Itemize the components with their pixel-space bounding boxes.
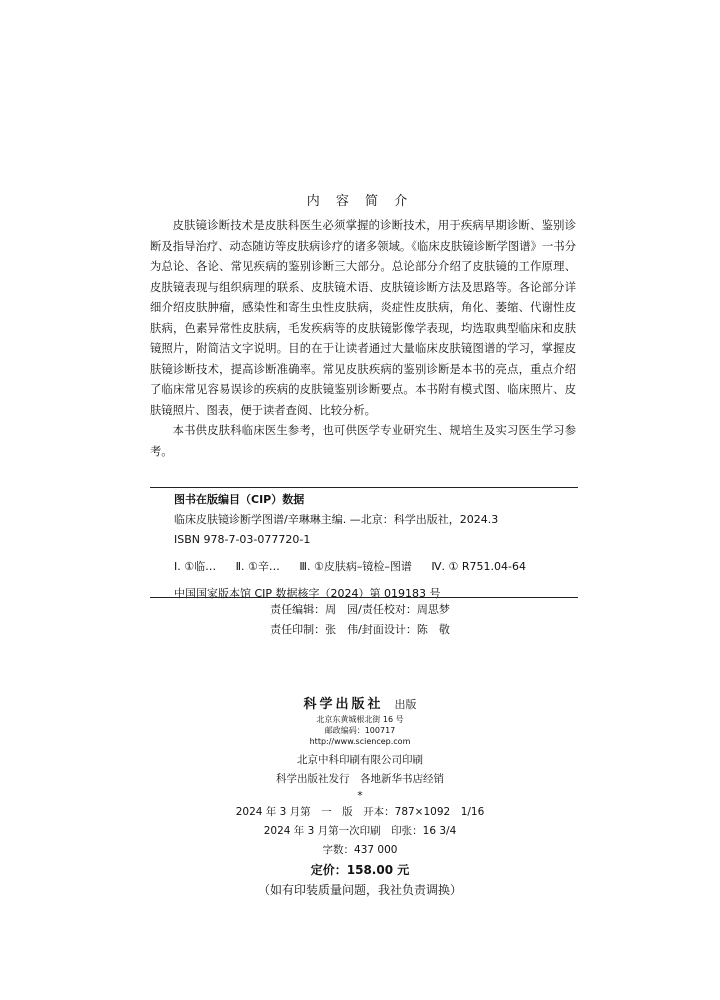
cip-isbn: ISBN 978-7-03-077720-1 (174, 533, 311, 546)
cip-bibliographic-line: 临床皮肤镜诊断学图谱/辛琳琳主编. —北京：科学出版社，2024.3 (174, 513, 499, 526)
publisher-url: http://www.sciencep.com (309, 737, 411, 746)
cip-top-rule (150, 487, 578, 488)
publisher-name: 科学出版社 (303, 697, 384, 712)
publisher-postcode: 邮政编码：100717 (324, 726, 396, 735)
staff-line-2: 责任印制：张 伟/封面设计：陈 敬 (270, 623, 450, 636)
publisher-block (0, 692, 720, 900)
staff-credits (0, 600, 720, 640)
separator-star: * (357, 790, 363, 802)
edition-line: 2024 年 3 月第 一 版 开本：787×1092 1/16 (235, 806, 485, 818)
abstract-paragraph-1: 皮肤镜诊断技术是皮肤科医生必须掌握的诊断技术，用于疾病早期诊断、鉴别诊断及指导治疗、动态随访等皮肤病诊疗的诸多领域。《临床皮肤镜诊断学图谱》一书分为总论、各论、常见疾病的鉴别诊断三大部分。总论部分介绍了皮肤镜的工作原理、皮肤镜表现与组织病理的联系、皮肤镜术语、皮肤镜诊断方法及思路等。各论部分详细介绍皮肤肿瘤，感染性和寄生虫性皮肤病，炎症性皮肤病，角化、萎缩、代谢性皮肤病，色素异常性皮肤病，毛发疾病等的皮肤镜影像学表现，均选取典型临床和皮肤镜照片，附简洁文字说明。目的在于让读者通过大量临床皮肤镜图谱的学习，掌握皮肤镜诊断技术，提高诊断准确率。常见皮肤疾病的鉴别诊断是本书的亮点，重点介绍了临床常见容易误诊的疾病的皮肤镜鉴别诊断要点。本书附有模式图、临床照片、皮肤镜照片、图表，便于读者查阅、比较分析。 (150, 219, 576, 417)
price: 定价：158.00 元 (310, 863, 410, 877)
printer-line: 北京中科印刷有限公司印刷 (297, 754, 423, 766)
cip-record-number: 中国国家版本馆 CIP 数据核字（2024）第 019183 号 (174, 587, 441, 600)
abstract (150, 216, 576, 462)
staff-line-1: 责任编辑：周 园/责任校对：周思梦 (270, 603, 450, 616)
page-title: 内 容 简 介 (306, 194, 414, 209)
quality-note: （如有印装质量问题，我社负责调换） (257, 883, 462, 897)
publisher-suffix: 出版 (394, 698, 417, 711)
cip-block (174, 490, 574, 604)
word-count: 字数：437 000 (322, 844, 398, 856)
cip-class-1: Ⅰ. ①临… (174, 560, 217, 573)
cip-heading: 图书在版编目（CIP）数据 (174, 493, 305, 506)
abstract-paragraph-2: 本书供皮肤科临床医生参考，也可供医学专业研究生、规培生及实习医生学习参考。 (150, 424, 576, 458)
cip-bottom-rule (150, 597, 578, 598)
distributor-line: 科学出版社发行 各地新华书店经销 (276, 773, 444, 785)
cip-class-4: Ⅳ. ① R751.04-64 (431, 560, 526, 573)
cip-class-3: Ⅲ. ①皮肤病–镜检–图谱 (299, 560, 412, 573)
cip-classification (174, 557, 574, 577)
printing-line: 2024 年 3 月第一次印刷 印张：16 3/4 (263, 825, 457, 837)
cip-class-2: Ⅱ. ①辛… (235, 560, 280, 573)
publisher-address: 北京东黄城根北街 16 号 (316, 715, 404, 724)
